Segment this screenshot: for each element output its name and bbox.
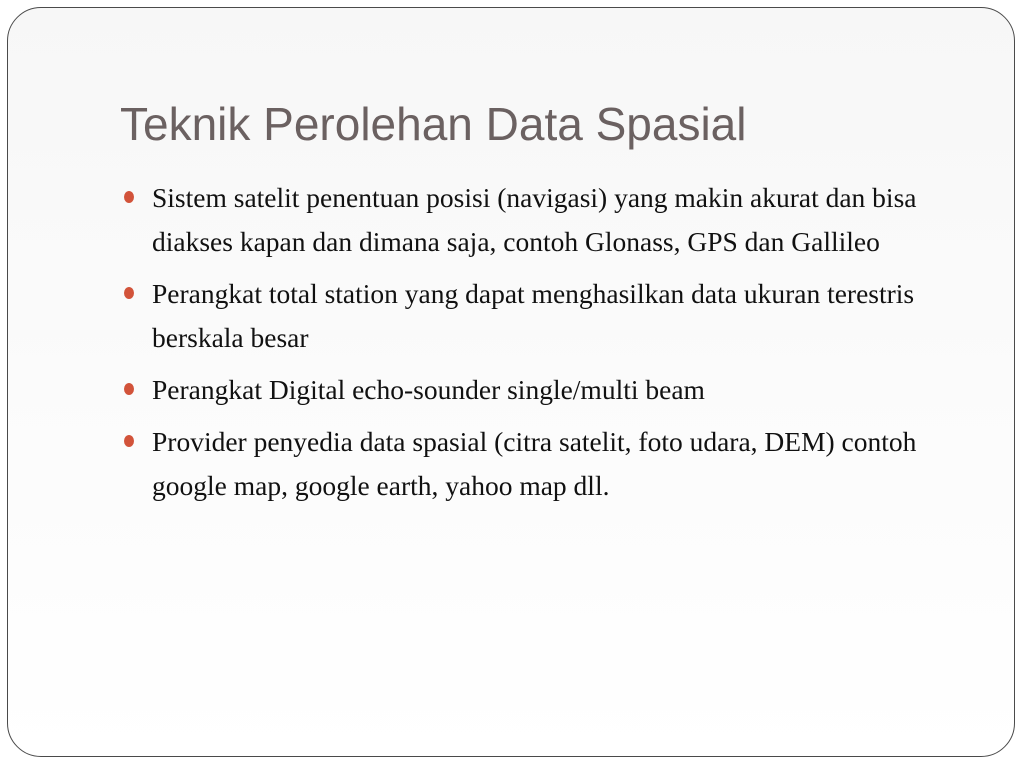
- bullet-item-total-station: [122, 272, 982, 360]
- bullet-dot-icon: [124, 435, 134, 447]
- bullet-dot-icon: [124, 383, 134, 395]
- bullet-item-echo-sounder: [122, 368, 982, 412]
- bullet-list: [122, 176, 982, 516]
- bullet-item-satellite-positioning: [122, 176, 982, 264]
- slide-frame: [7, 7, 1015, 757]
- bullet-text: Perangkat Digital echo-sounder single/multi beam: [152, 374, 705, 405]
- bullet-text: Provider penyedia data spasial (citra satelit, foto udara, DEM) contoh google map, google earth, yahoo map dll.: [152, 426, 917, 501]
- bullet-text: Perangkat total station yang dapat menghasilkan data ukuran terestris berskala besar: [152, 278, 915, 353]
- bullet-text: Sistem satelit penentuan posisi (navigasi) yang makin akurat dan bisa diakses kapan dan dimana saja, contoh Glonass, GPS dan Gallileo: [152, 182, 917, 257]
- slide-title: Teknik Perolehan Data Spasial: [120, 98, 747, 150]
- bullet-dot-icon: [124, 191, 134, 203]
- bullet-item-data-provider: [122, 420, 982, 508]
- bullet-dot-icon: [124, 287, 134, 299]
